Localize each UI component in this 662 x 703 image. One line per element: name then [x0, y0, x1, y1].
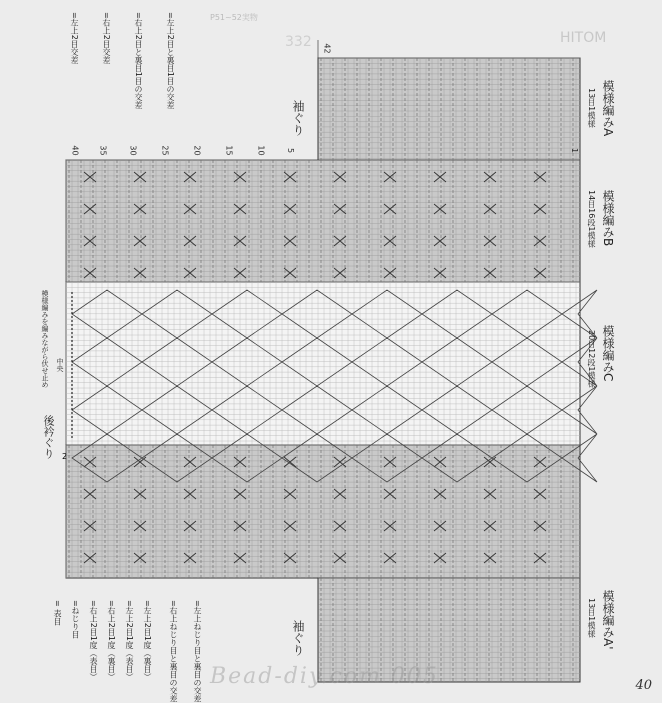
center-label: 中央 [56, 358, 64, 372]
legend-item-2 [134, 12, 143, 109]
row-number: 10 [256, 145, 266, 156]
section-c-sub: 20目12段1模様 [587, 330, 596, 388]
section-a2-sub: 13目1模様 [587, 598, 596, 638]
row-number: 30 [128, 145, 138, 156]
legend-text-2: =右上2目と裏目1目の交差 [134, 12, 143, 109]
row-number: 40 [70, 145, 80, 156]
legend-bottom-2: =ねじり目 [71, 600, 80, 639]
row-number: 25 [160, 145, 170, 156]
row-number-mid: 2 [62, 452, 68, 461]
row-number: 35 [98, 145, 108, 156]
bind-off-instruction: 模様編みを編みながら伏せ止め [41, 290, 49, 388]
section-b-sub: 14目16段1模様 [587, 190, 596, 248]
legend-text-4: =左上2目交差 [70, 12, 79, 64]
faint-number-text: 332 [285, 34, 312, 50]
legend-item-4 [70, 12, 79, 64]
legend-item-1 [166, 12, 175, 109]
legend-bottom-5: =左上2目1度（表目） [125, 600, 134, 681]
section-b-label: 模様編みB [601, 190, 615, 247]
legend-bottom-1: = 表目 [53, 600, 62, 626]
bottom-legend [50, 600, 220, 703]
sleeve-bottom-label: 袖ぐり [291, 620, 305, 656]
back-neck-label: 後衿ぐり [42, 415, 55, 459]
row-number: 1 [570, 147, 580, 154]
region-pattern-b [66, 160, 580, 282]
row-number: 42 [322, 43, 332, 54]
legend-text-3: =右上2目交差 [102, 12, 111, 64]
legend-bottom-6: =左上2目1度（裏目） [143, 600, 152, 681]
sleeve-top-label: 袖ぐり [291, 100, 305, 136]
top-legend [62, 12, 182, 132]
faint-brand-text: HITOM [560, 30, 607, 46]
section-a-sub: 13目1模様 [587, 88, 596, 128]
row-number: 15 [224, 145, 234, 156]
watermark: Bead-diy.com 005 [210, 664, 439, 689]
legend-item-3 [102, 12, 111, 64]
faint-header-text: P51~52実物 [210, 13, 258, 22]
legend-text-1: =左上2目と裏目1目の交差 [166, 12, 175, 109]
legend-bottom-4: =右上2目1度（裏目） [107, 600, 116, 681]
legend-bottom-3: =右上2目1度（表目） [89, 600, 98, 681]
legend-bottom-7: =右上ねじり目と裏目の交差 [169, 600, 178, 703]
section-a-label: 模様編みA [601, 80, 615, 137]
row-number: 20 [192, 145, 202, 156]
page-number: 40 [635, 678, 652, 693]
section-a2-label: 模様編みA' [601, 590, 615, 650]
section-c-label: 模様編みC [601, 325, 615, 382]
row-number: 5 [286, 147, 296, 154]
legend-bottom-8: =左上ねじり目と裏目の交差 [193, 600, 202, 703]
